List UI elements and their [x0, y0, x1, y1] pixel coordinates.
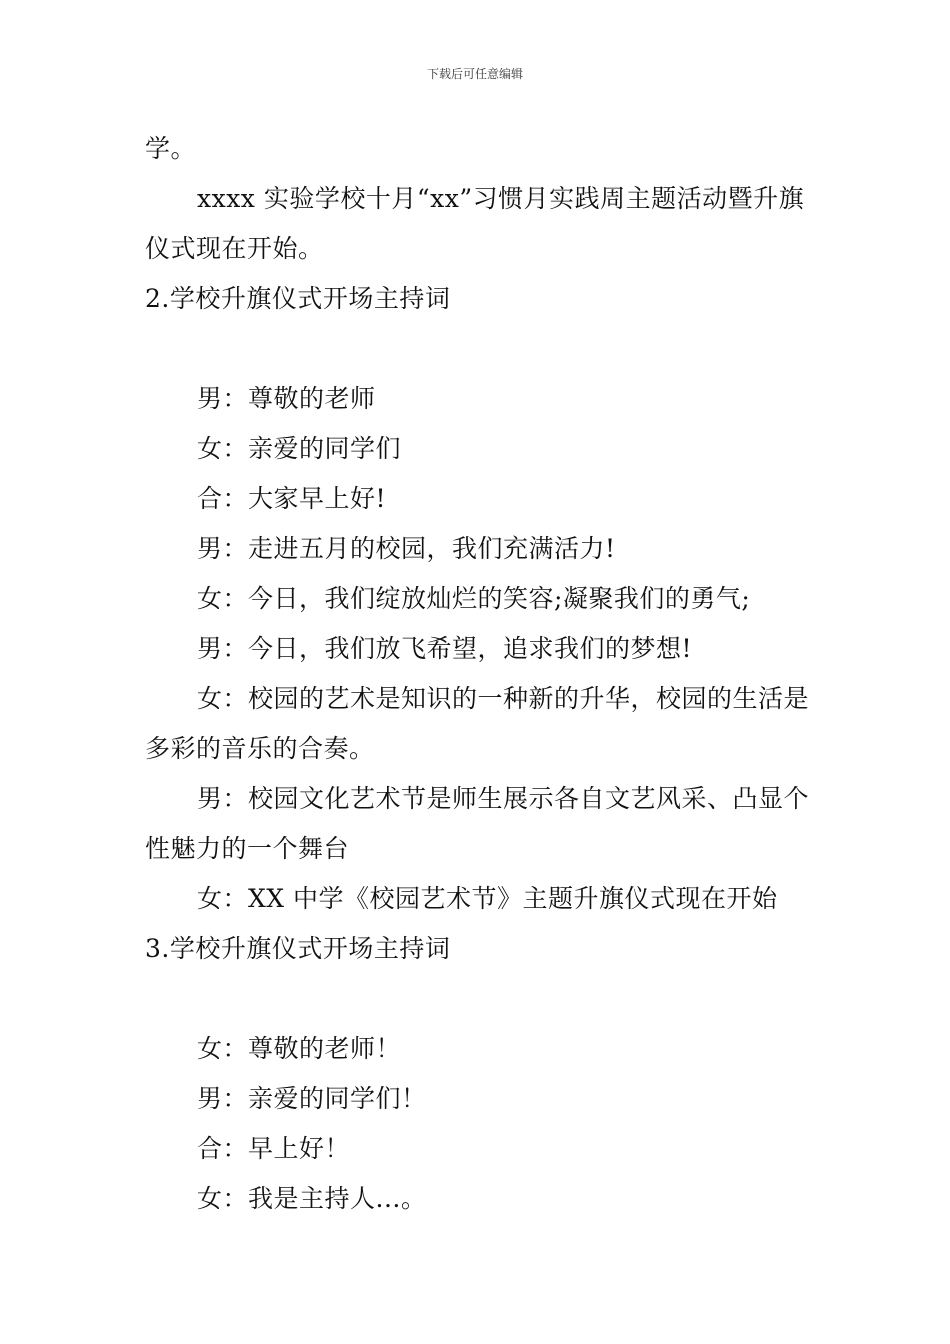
paragraph: 合：大家早上好! [197, 484, 387, 513]
paragraph: 女：今日，我们绽放灿烂的笑容;凝聚我们的勇气; [197, 584, 751, 613]
paragraph: 合：早上好！ [197, 1134, 351, 1163]
paragraph: 女：亲爱的同学们 [197, 434, 402, 463]
paragraph: 女：我是主持人...。 [197, 1184, 427, 1213]
paragraph: 男：尊敬的老师 [197, 384, 376, 413]
paragraph: 男：今日，我们放飞希望，追求我们的梦想! [197, 634, 693, 663]
paragraph: 女：校园的艺术是知识的一种新的升华，校园的生活是多彩的音乐的合奏。 [145, 684, 810, 763]
paragraph: 男：校园文化艺术节是师生展示各自文艺风采、凸显个性魅力的一个舞台 [145, 784, 810, 863]
paragraph: xxxx 实验学校十月“xx”习惯月实践周主题活动暨升旗仪式现在开始。 [145, 184, 805, 263]
document-body [145, 124, 815, 1224]
blank-line [145, 324, 815, 374]
paragraph: 学。 [145, 134, 197, 163]
paragraph: 男：走进五月的校园，我们充满活力! [197, 534, 616, 563]
paragraph: 男：亲爱的同学们！ [197, 1084, 427, 1113]
page-header: 下载后可任意编辑 [426, 67, 523, 81]
section-heading: 2.学校升旗仪式开场主持词 [145, 284, 451, 313]
paragraph: 女：尊敬的老师！ [197, 1034, 402, 1063]
section-heading: 3.学校升旗仪式开场主持词 [145, 934, 451, 963]
blank-line [145, 974, 815, 1024]
paragraph: 女：XX 中学《校园艺术节》主题升旗仪式现在开始 [197, 884, 778, 913]
